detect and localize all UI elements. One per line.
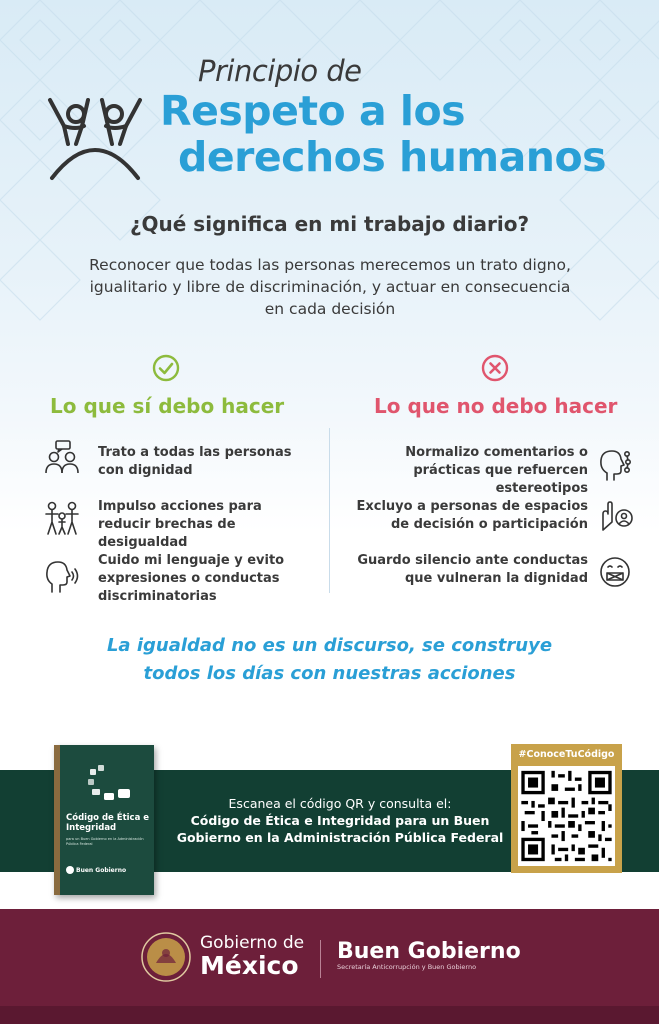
book-subtitle: para un Buen Gobierno en la Administración Pública Federal xyxy=(66,837,144,846)
slogan-line-2: todos los días con nuestras acciones xyxy=(143,663,516,684)
qr-frame[interactable] xyxy=(511,744,622,873)
scan-instructions xyxy=(160,795,520,846)
title-line-1: Respeto a los xyxy=(160,87,466,135)
brand-separator xyxy=(320,940,321,978)
dont-item-2: Excluyo a personas de espacios de decisión o participación xyxy=(356,499,588,532)
pre-title: Principio de xyxy=(198,54,362,88)
do-item-2: Impulso acciones para reducir brechas de desigualdad xyxy=(98,499,262,550)
do-item-3: Cuido mi lenguaje y evito expresiones o conductas discriminatorias xyxy=(98,553,285,604)
gobierno-label: Gobierno de xyxy=(200,933,305,953)
slogan-line-1: La igualdad no es un discurso, se construye xyxy=(106,635,553,656)
question-heading: ¿Qué significa en mi trabajo diario? xyxy=(129,212,530,236)
qr-code-icon xyxy=(518,766,615,866)
speaking-head-icon xyxy=(44,558,80,594)
people-talking-icon xyxy=(44,439,80,475)
x-circle-icon xyxy=(481,354,509,382)
book-title: Código de Ética e Integridad xyxy=(66,813,150,833)
dont-column-title: Lo que no debo hacer xyxy=(374,394,618,418)
scan-line-2: Código de Ética e Integridad para un Buen xyxy=(190,813,490,828)
column-divider xyxy=(329,428,330,593)
head-thinking-icon xyxy=(597,446,633,482)
qr-code[interactable] xyxy=(518,766,615,866)
slogan xyxy=(0,632,659,688)
buen-gobierno-label: Buen Gobierno xyxy=(337,939,521,964)
qr-hashtag: #ConoceTuCódigo xyxy=(518,749,615,760)
stop-hand-person-icon xyxy=(597,500,633,536)
check-circle-icon xyxy=(152,354,180,382)
family-group-icon xyxy=(44,500,80,536)
book-spine xyxy=(54,745,60,895)
dont-item-3: Guardo silencio ante conductas que vulneran la dignidad xyxy=(357,553,588,586)
book-brand: Buen Gobierno xyxy=(76,867,127,874)
speech-bubbles-icon xyxy=(88,765,132,809)
secretaria-label: Secretaría Anticorrupción y Buen Gobierno xyxy=(337,963,477,971)
mexico-seal-icon xyxy=(140,931,192,983)
do-item-1: Trato a todas las personas con dignidad xyxy=(98,445,292,478)
scan-line-1: Escanea el código QR y consulta el: xyxy=(228,796,452,811)
mexico-label: México xyxy=(200,951,299,980)
description: Reconocer que todas las personas merecemos un trato digno, igualitario y libre de discriminación, y actuar en consecuencia en cada decisión xyxy=(89,256,571,318)
scan-line-3: Gobierno en la Administración Pública Federal xyxy=(176,830,504,845)
people-celebrating-icon xyxy=(42,92,148,182)
title-line-2: derechos humanos xyxy=(178,133,607,181)
muted-face-icon xyxy=(597,554,633,590)
dont-item-1: Normalizo comentarios o prácticas que refuercen estereotipos xyxy=(405,445,588,496)
government-band-stripe xyxy=(0,1006,659,1024)
book-logo-icon xyxy=(66,866,74,874)
code-book-cover xyxy=(54,745,154,895)
page-title xyxy=(160,88,640,180)
do-column-title: Lo que sí debo hacer xyxy=(50,394,285,418)
